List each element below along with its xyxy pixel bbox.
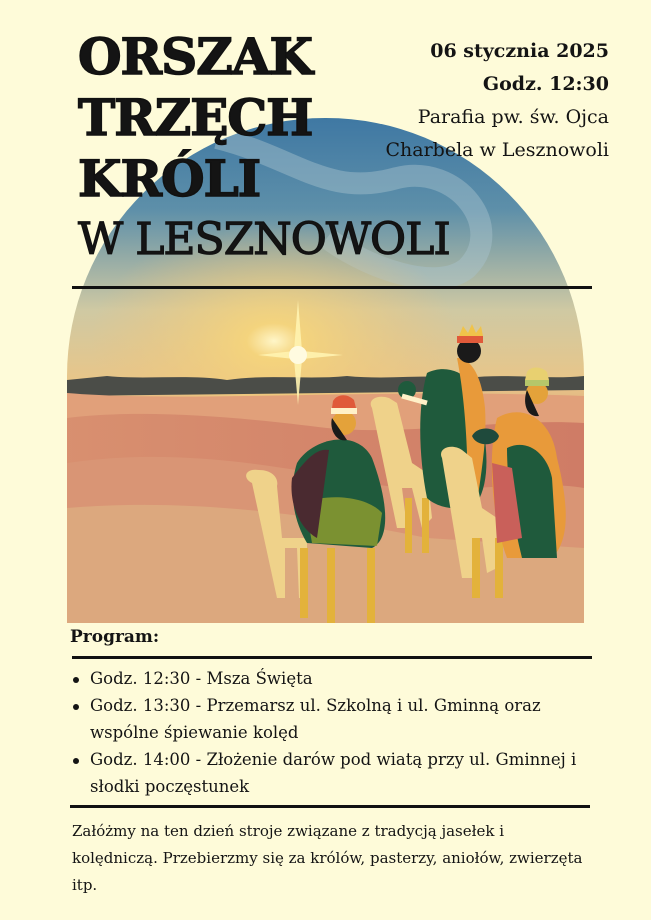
program-item: Godz. 13:30 - Przemarsz ul. Szkolną i ul. Gminną oraz wspólne śpiewanie kolęd <box>70 692 600 746</box>
program-list <box>70 665 600 800</box>
title-line-3: KRÓLI <box>78 149 261 208</box>
program-item: Godz. 12:30 - Msza Święta <box>70 665 600 692</box>
title-divider <box>72 286 592 289</box>
event-time: Godz. 12:30 <box>482 73 609 95</box>
program-divider-bottom <box>70 805 590 808</box>
program-divider-top <box>72 656 592 659</box>
event-date: 06 stycznia 2025 <box>430 40 609 62</box>
program-item: Godz. 14:00 - Złożenie darów pod wiatą przy ul. Gminnej i słodki poczęstunek <box>70 746 600 800</box>
program-heading: Program: <box>70 627 160 647</box>
event-venue-line-2: Charbela w Lesznowoli <box>385 139 609 161</box>
title-line-1: ORSZAK <box>78 27 312 86</box>
title-line-4: W LESZNOWOLI <box>78 214 450 265</box>
title-line-2: TRZĘCH <box>78 88 313 147</box>
costume-note: Załóżmy na ten dzień stroje związane z tradycją jasełek i kolędniczą. Przebierzmy się za królów, pasterzy, aniołów, zwierzęta itp. <box>72 822 583 894</box>
event-info <box>386 35 610 167</box>
event-venue-line-1: Parafia pw. św. Ojca <box>417 106 609 128</box>
